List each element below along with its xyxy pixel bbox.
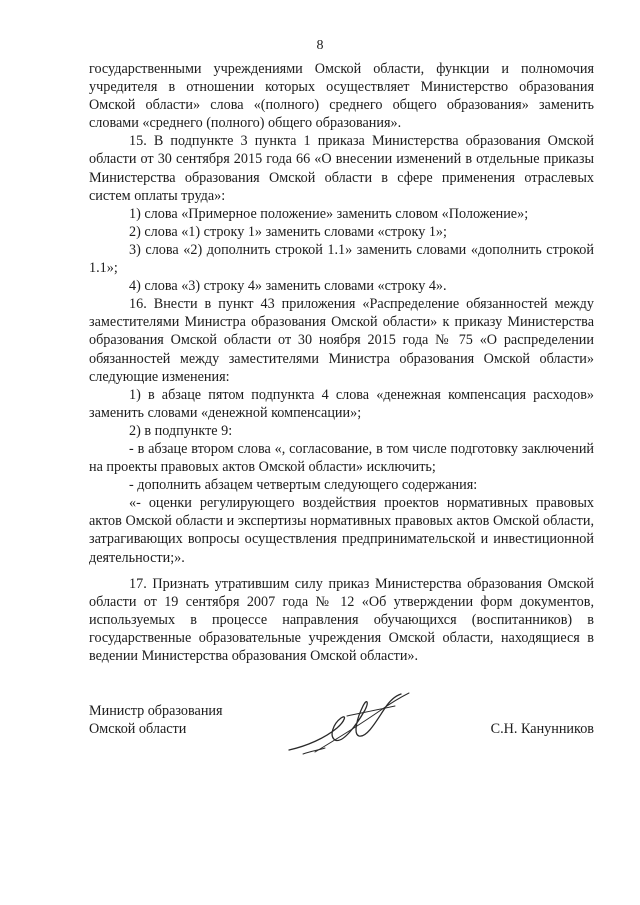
paragraph-item-15-2: 2) слова «1) строку 1» заменить словами «строку 1»; xyxy=(129,223,447,240)
paragraph-item-15: 15. В подпункте 3 пункта 1 приказа Министерства образования Омской области от 30 сентября 2015 года 66 «О внесении изменений в отдельные приказы Министерства образования Омской области в сфере применения отраслевых систем оплаты труда»: xyxy=(89,133,594,204)
paragraph-continuation: государственными учреждениями Омской области, функции и полномочия учредителя в отношении которых осуществляет Министерство образования Омской области» слова «(полного) среднего общего образования» заменить словами «среднего (полного) общего образования». xyxy=(89,61,594,132)
paragraph-item-16-1: 1) в абзаце пятом подпункта 4 слова «денежная компенсация расходов» заменить словами «денежной компенсации»; xyxy=(89,386,594,421)
paragraph-item-17: 17. Признать утратившим силу приказ Министерства образования Омской области от 19 сентября 2007 года № 12 «Об утверждении форм документов, используемых в процессе направления обучающихся (воспитанников) в государственные образовательные учреждения Омской области, находящиеся в ведении Министерства образования Омской области». xyxy=(89,575,594,664)
signer-name: С.Н. Канунников xyxy=(490,721,594,737)
paragraph-item-16-2-a: - в абзаце втором слова «, согласование, в том числе подготовку заключений на проекты правовых актов Омской области» исключить; xyxy=(89,440,594,476)
handwritten-signature xyxy=(285,688,415,760)
signer-title-line-1: Министр образования xyxy=(89,703,223,719)
paragraph-item-15-4: 4) слова «3) строку 4» заменить словами «строку 4». xyxy=(129,278,447,295)
document-body xyxy=(89,60,594,665)
paragraph-item-15-1: 1) слова «Примерное положение» заменить словом «Положение»; xyxy=(129,205,529,222)
signer-title xyxy=(89,702,223,738)
paragraph-item-16-2-quote: «- оценки регулирующего воздействия проектов нормативных правовых актов Омской области и экспертизы нормативных правовых актов Омской области, затрагивающих вопросы осуществления предпринимательской и инвестиционной деятельности;». xyxy=(89,495,594,566)
paragraph-item-16-2-b: - дополнить абзацем четвертым следующего содержания: xyxy=(129,477,478,494)
page-number: 8 xyxy=(316,38,324,53)
signer-title-line-2: Омской области xyxy=(89,721,187,738)
signature-block xyxy=(89,702,594,762)
paragraph-item-16: 16. Внести в пункт 43 приложения «Распределение обязанностей между заместителями Министра образования Омской области» к приказу Министерства образования Омской области от 30 ноября 2015 года № 75 «О распределении обязанностей между заместителями Министра образования Омской области» следующие изменения: xyxy=(89,296,594,385)
paragraph-item-16-2: 2) в подпункте 9: xyxy=(129,422,233,439)
paragraph-item-15-3: 3) слова «2) дополнить строкой 1.1» заменить словами «дополнить строкой 1.1»; xyxy=(89,241,594,277)
